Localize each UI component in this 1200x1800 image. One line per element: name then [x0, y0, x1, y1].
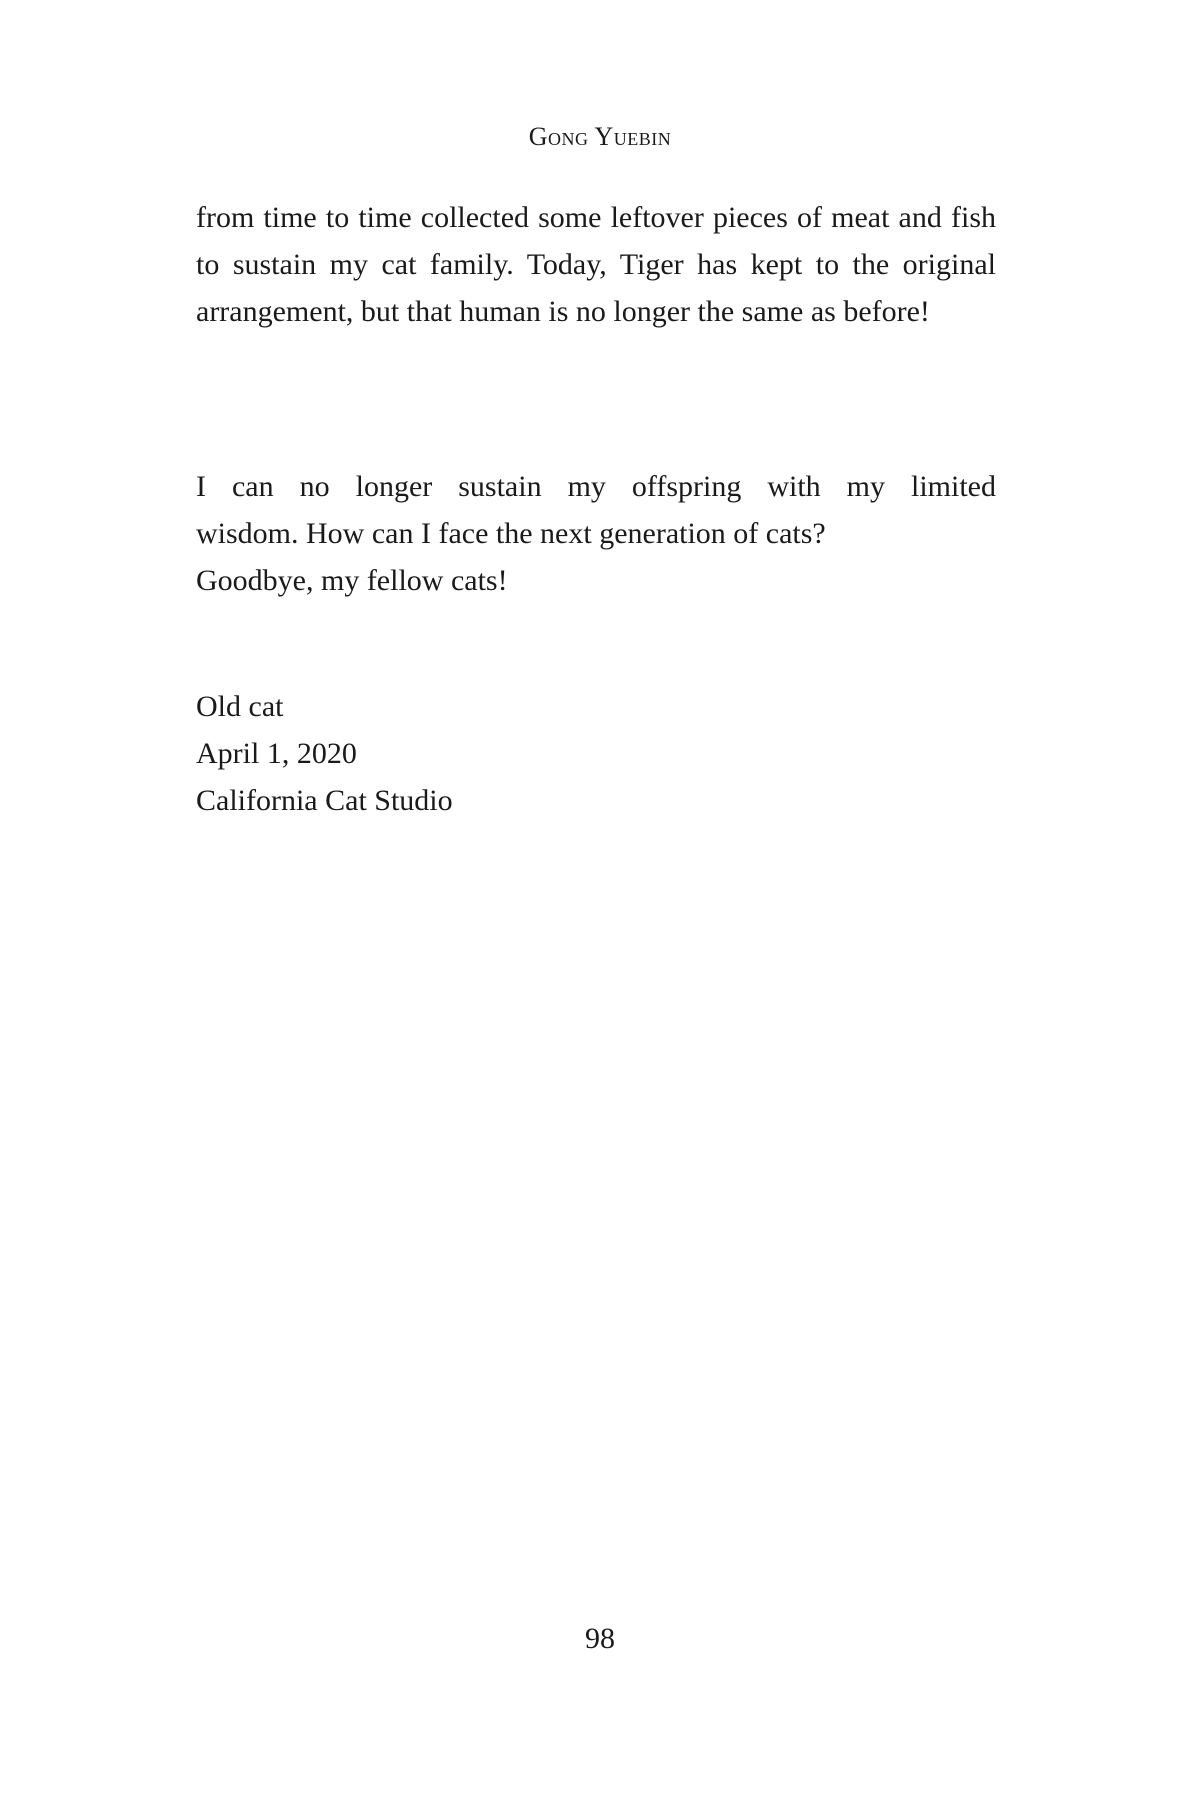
- signoff-location: California Cat Studio: [196, 784, 453, 817]
- paragraph-2-line-1: I can no longer sustain my offspring with my limited: [196, 470, 996, 503]
- running-head: Gong Yuebin: [528, 122, 672, 151]
- page-number: 98: [585, 1622, 615, 1655]
- body-paragraph-1: from time to time collected some leftover pieces of meat and fish to sustain my cat family. Today, Tiger has kept to the original arrangement, but that human is no longer the same as before!: [196, 201, 996, 328]
- paragraph-2-line-2: wisdom. How can I face the next generation of cats?: [196, 517, 826, 550]
- paragraph-2-line-3: Goodbye, my fellow cats!: [196, 564, 508, 597]
- signoff-date: April 1, 2020: [196, 737, 357, 770]
- signoff-block: [196, 683, 996, 824]
- signoff-author: Old cat: [196, 690, 284, 723]
- body-paragraph-2: [196, 463, 996, 604]
